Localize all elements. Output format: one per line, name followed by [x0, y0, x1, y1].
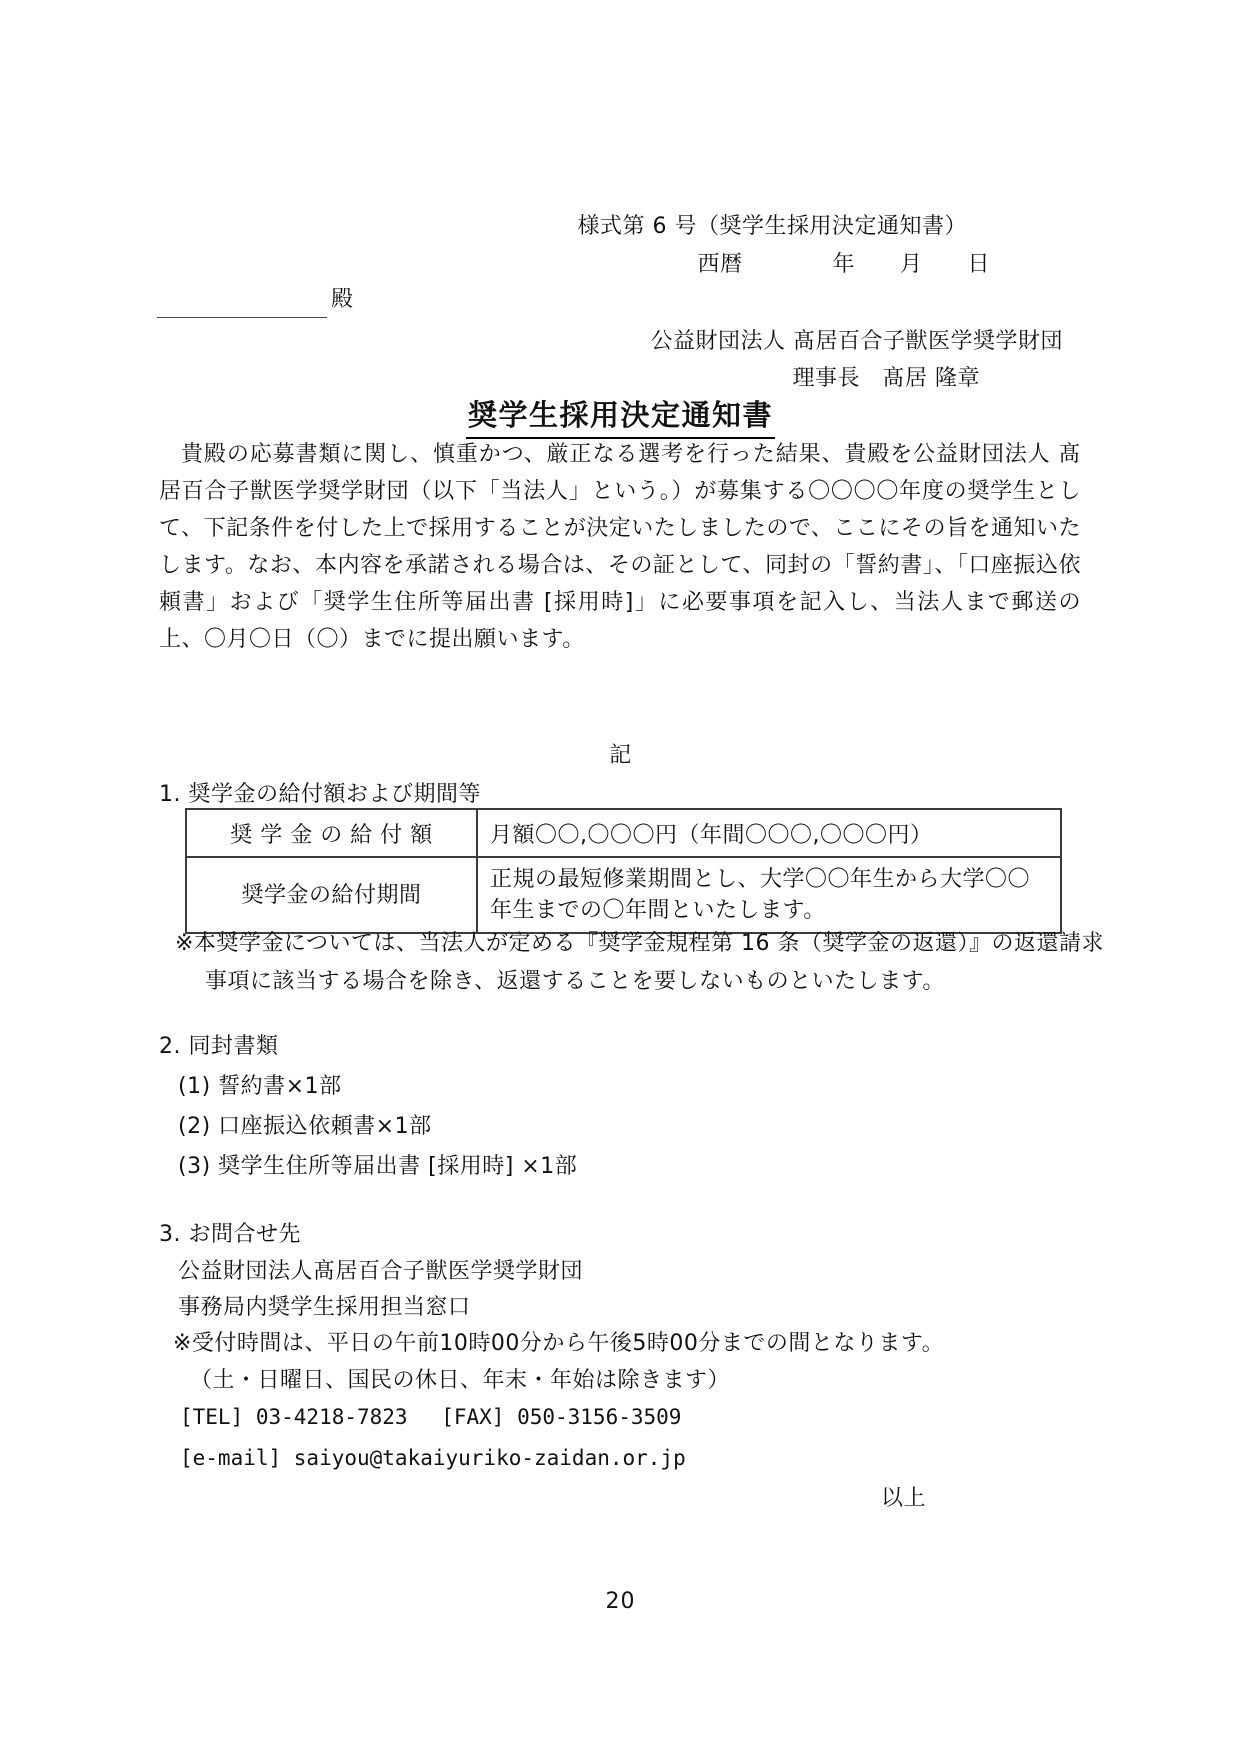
contact-holidays-line: （土・日曜日、国民の休日、年末・年始は除きます） [190, 1368, 731, 1393]
addressee-honorific: 殿 [331, 287, 354, 312]
addressee-name-blank [157, 291, 327, 318]
page-number: 20 [605, 1589, 636, 1614]
document-title-text: 奨学生採用決定通知書 [466, 393, 775, 439]
grant-table [185, 808, 1062, 934]
section3-heading: 3. お問合せ先 [159, 1222, 301, 1247]
record-marker: 記 [609, 743, 632, 768]
section1-note: ※本奨学金については、当法人が定める『奨学金規程第 16 条（奨学金の返還）』の返還請求事項に該当する場合を除き、返還することを要しないものといたします。 [175, 931, 1104, 994]
grant-amount-label: 奨 学 金 の 給 付 額 [186, 809, 477, 857]
grant-amount-value: 月額〇〇,〇〇〇円（年間〇〇〇,〇〇〇円） [477, 809, 1061, 857]
section1-heading: 1. 奨学金の給付額および期間等 [159, 782, 481, 807]
closing-ijou: 以上 [880, 1486, 926, 1511]
enclosed-doc-item: (3) 奨学生住所等届出書 [採用時] ×1部 [178, 1154, 578, 1179]
date-line: 西暦 年 月 日 [697, 252, 990, 277]
section2-heading: 2. 同封書類 [159, 1034, 279, 1059]
form-number-label: 様式第 6 号（奨学生採用決定通知書） [577, 214, 967, 239]
grant-period-value: 正規の最短修業期間とし、大学〇〇年生から大学〇〇年生までの〇年間といたします。 [477, 857, 1061, 933]
addressee-line [157, 281, 354, 318]
contact-org-line: 公益財団法人髙居百合子獣医学奨学財団 [178, 1259, 584, 1284]
contact-hours-line: ※受付時間は、平日の午前10時00分から午後5時00分までの間となります。 [173, 1331, 945, 1356]
grant-period-label: 奨学金の給付期間 [186, 857, 477, 933]
table-row [186, 857, 1061, 933]
enclosed-doc-item: (2) 口座振込依頼書×1部 [178, 1114, 432, 1139]
signer-name: 理事長 髙居 隆章 [792, 366, 980, 391]
document-title [0, 393, 1241, 439]
body-paragraph: 貴殿の応募書類に関し、慎重かつ、厳正なる選考を行った結果、貴殿を公益財団法人 髙居百合子獣医学奨学財団（以下「当法人」という。）が募集する〇〇〇〇年度の奨学生として、下記条件を付した上で採用することが決定いたしましたので、ここにその旨を通知いたします。なお、本内容を承諾される場合は、その証として、同封の「誓約書」、「口座振込依頼書」および「奨学生住所等届出書 [採用時]」に必要事項を記入し、当法人まで郵送の上、〇月〇日（〇）までに提出願います。 [159, 442, 1081, 652]
table-row [186, 809, 1061, 857]
enclosed-doc-item: (1) 誓約書×1部 [178, 1074, 342, 1099]
contact-office-line: 事務局内奨学生採用担当窓口 [178, 1295, 471, 1320]
foundation-name: 公益財団法人 髙居百合子獣医学奨学財団 [650, 329, 1063, 354]
contact-tel-fax-line: [TEL] 03-4218-7823 [FAX] 050-3156-3509 [180, 1405, 682, 1429]
contact-email-line: [e-mail] saiyou@takaiyuriko-zaidan.or.jp [180, 1446, 686, 1470]
